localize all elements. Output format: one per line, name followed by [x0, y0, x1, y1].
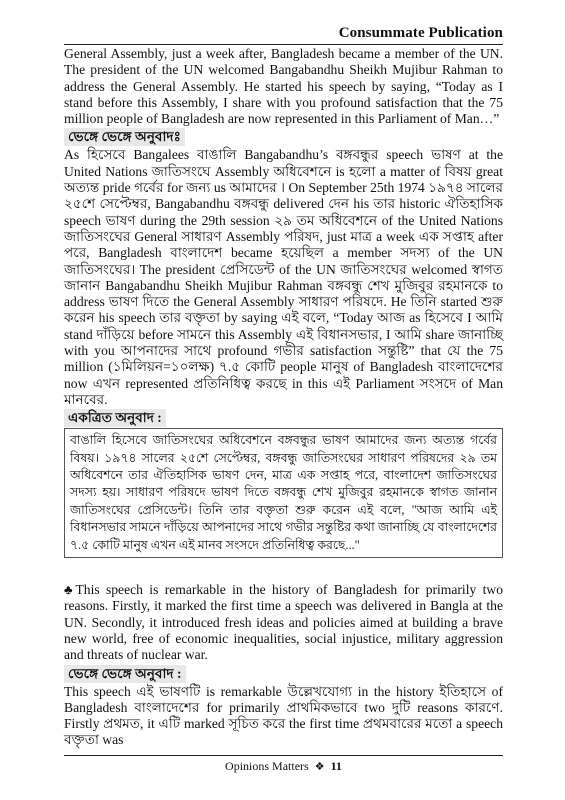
diamond-ornament-icon: ❖	[314, 761, 325, 773]
section-heading-word-translation-2	[64, 665, 503, 683]
running-footer	[64, 755, 503, 774]
spacer	[64, 568, 503, 582]
paragraph-english-1: General Assembly, just a week after, Bangladesh became a member of the UN. The president of the UN welcomed Bangabandhu Sheikh Mujibur Rahman to address the General Assembly. He started his speech by saying, “Today as I stand before this Assembly, I share with you profound satisfaction that the 75 million people of Bangladesh are now represented in this Parliament of Man…”	[64, 46, 503, 127]
section-heading-combined-translation	[64, 409, 503, 427]
publisher-name: Consummate Publication	[338, 25, 503, 41]
heading-text: ভেঙ্গে ভেঙ্গে অনুবাদঃ	[64, 128, 185, 146]
paragraph-word-by-word-translation-2: This speech এই ভাষণটি is remarkable উল্লেখযোগ্য in the history ইতিহাসে of Bangladesh বাংলাদেশের for primarily প্রাথমিকভাবে two দুটি reasons কারণে. Firstly প্রথমত, it এটি marked সূচিত করে the first time প্রথমবারের মতো a speech বক্তৃতা was	[64, 683, 503, 748]
heading-text: ভেঙ্গে ভেঙ্গে অনুবাদ :	[64, 665, 186, 683]
section-heading-word-translation	[64, 128, 503, 146]
club-bullet-icon: ♣	[64, 582, 76, 598]
heading-text: একত্রিত অনুবাদ :	[64, 409, 166, 427]
combined-translation-box	[64, 428, 503, 558]
paragraph-word-by-word-translation: As হিসেবে Bangalees বাঙালি Bangabandhu’s বঙ্গবন্ধুর speech ভাষণ at the United Nations জাতিসংঘে Assembly অধিবেশনে is হলো a matter of বিষয় great অত্যন্ত pride গর্বের for জন্য us আমাদের । On September 25th 1974 ১৯৭৪ সালের ২৫শে সেপ্টেম্বর, Bangabandhu বঙ্গবন্ধু delivered দেন his তার historic ঐতিহাসিক speech ভাষণ during the 29th session ২৯ তম অধিবেশনে of the United Nations জাতিসংঘের General সাধারণ Assembly পরিষদ, just মাত্র a week এক সপ্তাহ after পরে, Bangladesh বাংলাদেশ became হয়েছিল a member সদস্য of the UN জাতিসংঘের। The president প্রেসিডেন্ট of the UN জাতিসংঘের welcomed স্বাগত জানান Bangabandhu Sheikh Mujibur Rahman বঙ্গবন্ধু শেখ মুজিবুর রহমানকে to address ভাষণ দিতে the General Assembly সাধারণ পরিষদে. He তিনি started শুরু করেন his speech তার বক্তৃতা by saying এই বলে, “Today আজ as হিসেবে I আমি stand দাঁড়িয়ে before সামনে this Assembly এই বিধানসভার, I আমি share জানাচ্ছি with you আপনাদের সাথে profound গভীর satisfaction সন্তুষ্টি” that যে the 75 million (১মিলিয়ন=১০লক্ষ) ৭.৫ কোটি people মানুষ of Bangladesh বাংলাদেশের now এখন represented প্রতিনিধিত্ব করছে in this এই Parliament সংসদে of Man মানবের.	[64, 147, 503, 407]
running-header	[64, 18, 503, 45]
paragraph-english-2	[64, 582, 503, 663]
bangla-translation-text: বাঙালি হিসেবে জাতিসংঘের অধিবেশনে বঙ্গবন্ধুর ভাষণ আমাদের জন্য অত্যন্ত গর্বের বিষয়। ১৯৭৪ সালের ২৫শে সেপ্টেম্বর, বঙ্গবন্ধু জাতিসংঘের সাধারণ পরিষদের ২৯ তম অধিবেশনে তার ঐতিহাসিক ভাষণ দেন, মাত্র এক সপ্তাহ পরে, বাংলাদেশ জাতিসংঘের সদস্য হয়। সাধারণ পরিষদে ভাষণ দিতে বঙ্গবন্ধু শেখ মুজিবুর রহমানকে স্বাগত জানান জাতিসংঘের প্রেসিডেন্ট। তিনি তার বক্তৃতা শুরু করেন এই বলে, "আজ আমি এই বিধানসভার সামনে দাঁড়িয়ে আপনাদের সাথে গভীর সন্তুষ্টির কথা জানাচ্ছি যে বাংলাদেশের ৭.৫ কোটি মানুষ এখন এই মানব সংসদে প্রতিনিধিত্ব করছে..."	[70, 433, 497, 552]
footer-label: Opinions Matters	[225, 759, 309, 773]
paragraph-text: This speech is remarkable in the history of Bangladesh for primarily two reasons. Firstly, it marked the first time a speech was delivered in Bangla at the UN. Secondly, it introduced fresh ideas and policies aimed at building a brave new world, free of economic inequalities, social injustice, military aggression and threats of nuclear war.	[64, 582, 504, 663]
page-content	[64, 46, 503, 749]
page-number: 11	[330, 759, 342, 773]
